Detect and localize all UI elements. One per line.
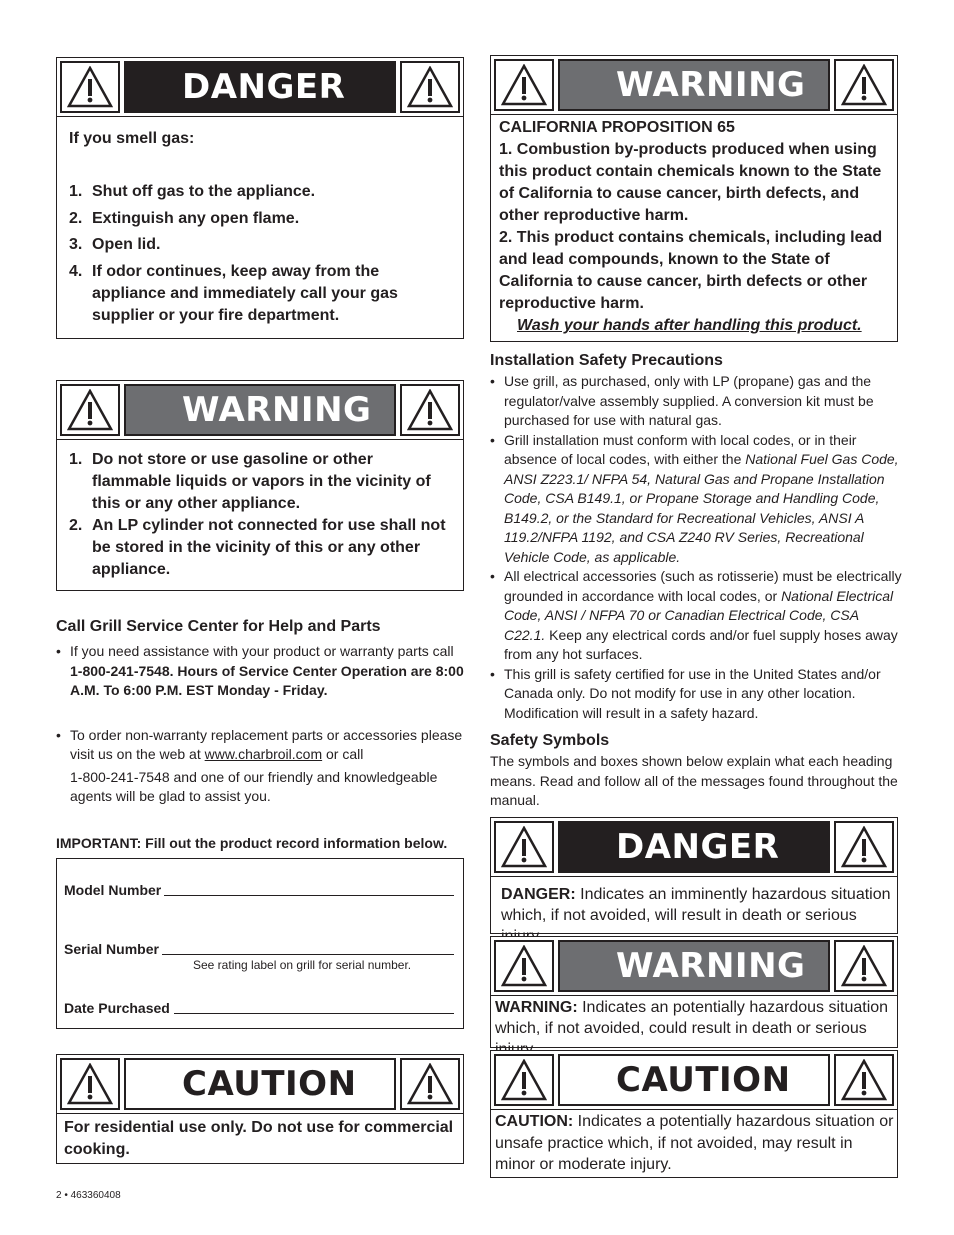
caution-definition: CAUTION: Indicates a potentially hazardous situation or unsafe practice which, if not avoided, may result in minor or moderate injury.: [495, 1113, 894, 1173]
serial-number-label: Serial Number: [64, 941, 159, 957]
warning-header: [494, 940, 894, 992]
page-footer: 2 • 463360408: [56, 1190, 121, 1201]
symbols-text: The symbols and boxes shown below explain what each heading means. Read and follow all of the messages found throughout the manual.: [490, 753, 898, 808]
danger-definition-box: [490, 817, 898, 934]
list-item: • All electrical accessories (such as rotisserie) must be electrically grounded in accordance with local codes, or National Electrical Code, ANSI / NFPA 70 or Canadian Electrical Code, CSA C22.1. Keep any electrical cords and/or fuel supply hoses away from any hot surfaces.: [490, 567, 902, 665]
warning-label: WARNING: [616, 946, 806, 986]
warning-definition: WARNING: Indicates an potentially hazardous situation which, if not avoided, could result in death or serious: [495, 999, 889, 1037]
list-item: 1. Do not store or use gasoline or other flammable liquids or vapors in the vicinity of this or any other appliance.: [69, 451, 431, 512]
prop65-wash: Wash your hands after handling this product.: [517, 317, 862, 334]
warning-label: WARNING: [182, 390, 372, 430]
install-list: [490, 372, 902, 723]
warning-header: [60, 384, 460, 436]
warning-prop65-box: [490, 55, 898, 342]
caution-residential-box: [56, 1054, 464, 1164]
warning-triangle-icon: [494, 1054, 554, 1106]
warning-label: WARNING: [616, 65, 806, 105]
install-heading: Installation Safety Precautions: [490, 352, 723, 369]
warning-triangle-icon: [834, 821, 894, 873]
warning-triangle-icon: [60, 1058, 120, 1110]
warning-triangle-icon: [494, 821, 554, 873]
warning-triangle-icon: [834, 59, 894, 111]
warning-triangle-icon: [834, 1054, 894, 1106]
list-item: • If you need assistance with your product or warranty parts call 1-800-241-7548. Hours of Service Center Operation are 8:00 A.M. To 6:00 P.M. EST Monday - Friday.: [56, 642, 466, 701]
danger-definition: DANGER: Indicates an imminently hazardous situation which, if not avoided, will result in death or serious: [501, 886, 891, 924]
service-heading: Call Grill Service Center for Help and Parts: [56, 618, 381, 635]
charbroil-link[interactable]: www.charbroil.com: [204, 746, 323, 762]
model-number-label: Model Number: [64, 882, 162, 898]
prop65-p1: 1. Combustion by-products produced when using this product contain chemicals known to the State of California to cause cancer, birth defects, and other reproductive harm.: [499, 141, 882, 224]
residential-text: For residential use only. Do not use for commercial cooking.: [64, 1119, 454, 1158]
danger-header: [60, 61, 460, 113]
caution-definition-box: [490, 1050, 898, 1178]
warning-gasoline-box: [56, 380, 464, 591]
warning-triangle-icon: [400, 61, 460, 113]
warning-triangle-icon: [834, 940, 894, 992]
warning-triangle-icon: [494, 940, 554, 992]
gas-intro: If you smell gas:: [69, 130, 195, 147]
product-record-box: [56, 858, 464, 1029]
list-item: • This grill is safety certified for use in the United States and/or Canada only. Do not modify for use in any other location. Modification will result in a safety hazard.: [490, 665, 902, 724]
list-item: • Use grill, as purchased, only with LP (propane) gas and the regulator/valve assembly supplied. A conversion kit must be purchased for use with natural gas.: [490, 372, 902, 431]
prop65-content: [499, 117, 891, 337]
list-item: 2. Extinguish any open flame.: [69, 209, 300, 227]
symbols-heading: Safety Symbols: [490, 732, 610, 749]
prop65-p2: 2. This product contains chemicals, including lead and lead compounds, known to the State of California to cause cancer, birth defects or other reproductive harm.: [499, 229, 883, 312]
caution-label: CAUTION: [616, 1060, 791, 1100]
danger-header: [494, 821, 894, 873]
service-list: [56, 642, 466, 807]
caution-header: [60, 1058, 460, 1110]
caution-header: [494, 1054, 894, 1106]
warning-triangle-icon: [60, 61, 120, 113]
gasoline-items: [69, 449, 451, 581]
warning-triangle-icon: [494, 59, 554, 111]
warning-triangle-icon: [400, 1058, 460, 1110]
warning-definition-box: [490, 936, 898, 1048]
danger-label: DANGER: [182, 67, 346, 107]
caution-label: CAUTION: [182, 1064, 357, 1104]
model-number-field[interactable]: [164, 895, 454, 896]
warning-header: [494, 59, 894, 111]
date-purchased-label: Date Purchased: [64, 1000, 170, 1016]
list-item: 2. An LP cylinder not connected for use shall not be stored in the vicinity of this or any other appliance.: [69, 517, 446, 578]
serial-number-field[interactable]: [162, 954, 454, 955]
list-item: • To order non-warranty replacement parts or accessories please visit us on the web at www.charbroil.com or call 1-800-241-7548 and one of our friendly and knowledgeable agents will be glad to assist you.: [56, 726, 466, 807]
list-item: • Grill installation must conform with local codes, or in their absence of local codes, with either the National Fuel Gas Code, ANSI Z223.1/ NFPA 54, Natural Gas and Propane Installation Code, CSA B149.1, or Propane Storage and Handling Code, B149.2, or the Standard for Recreational Vehicles, ANSI A 119.2/NFPA 1192, and CSA Z240 RV Series, Recreational Vehicle Code, as applicable.: [490, 431, 902, 568]
danger-gas-box: [56, 57, 464, 339]
gas-steps: [69, 181, 439, 327]
list-item: 4. If odor continues, keep away from the appliance and immediately call your gas supplier or your fire department.: [69, 262, 398, 324]
record-heading: IMPORTANT: Fill out the product record information below.: [56, 835, 448, 851]
date-purchased-field[interactable]: [174, 1013, 454, 1014]
list-item: 1. Shut off gas to the appliance.: [69, 183, 316, 200]
warning-triangle-icon: [60, 384, 120, 436]
list-item: 3. Open lid.: [69, 236, 161, 253]
danger-label: DANGER: [616, 827, 780, 867]
prop65-title: CALIFORNIA PROPOSITION 65: [499, 119, 735, 136]
warning-triangle-icon: [400, 384, 460, 436]
serial-note: See rating label on grill for serial number.: [193, 958, 412, 972]
